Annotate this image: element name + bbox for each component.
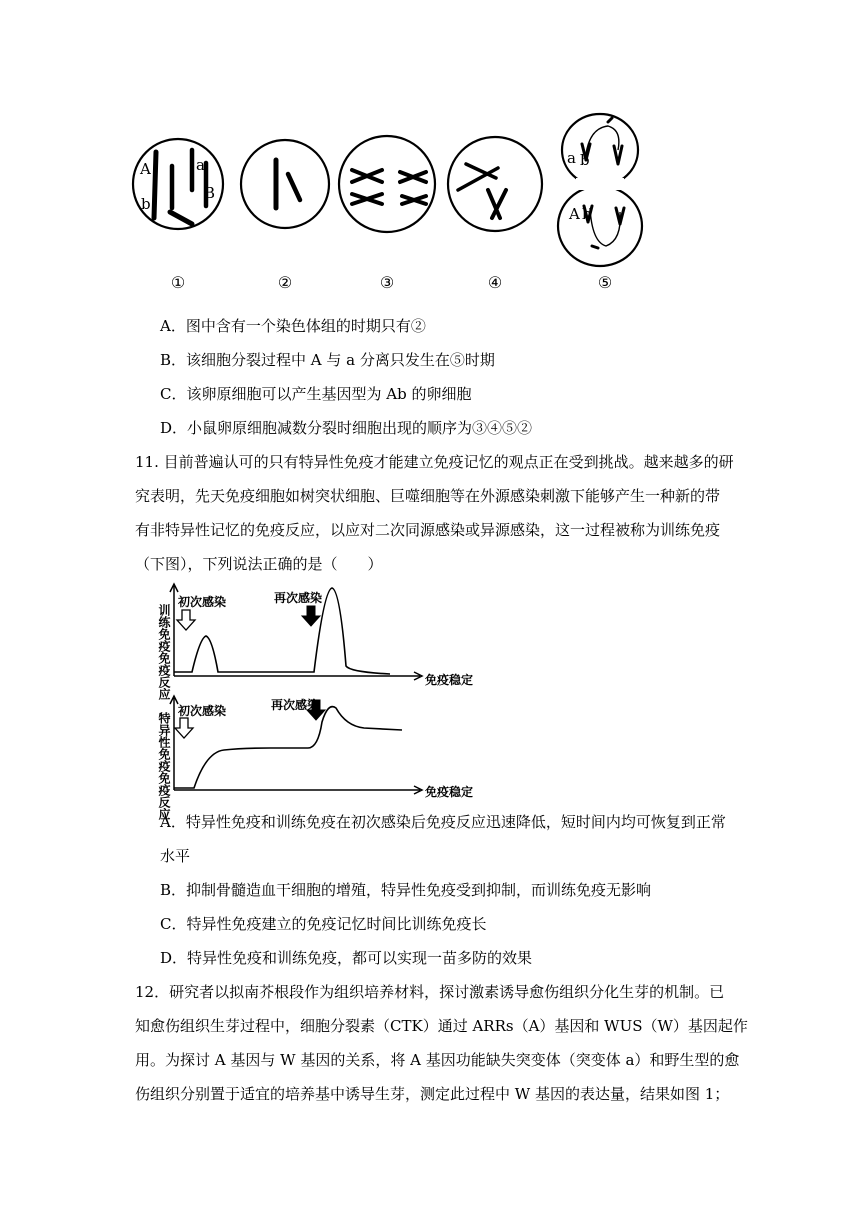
graph1-first-infection-label: 初次感染 — [178, 595, 227, 609]
gene-letter: b — [580, 151, 590, 169]
q12-stem-line: 知愈伤组织生芽过程中，细胞分裂素（CTK）通过 ARRs（A）基因和 WUS（W）基因起作 — [135, 1017, 748, 1035]
graph1-second-infection-label: 再次感染 — [274, 591, 323, 605]
q11-option-a-cont: 水平 — [160, 847, 191, 865]
gene-letter: a — [567, 149, 576, 167]
q12-stem-line: 12．研究者以拟南芥根段作为组织培养材料，探讨激素诱导愈伤组织分化生芽的机制。已 — [135, 983, 725, 1001]
q11-stem-line: 究表明，先天免疫细胞如树突状细胞、巨噬细胞等在外源感染刺激下能够产生一种新的带 — [135, 487, 721, 505]
q11-stem-line: （下图），下列说法正确的是（ ） — [135, 555, 383, 573]
q11-option-c: C．特异性免疫建立的免疫记忆时间比训练免疫长 — [160, 915, 487, 933]
gene-letter: b — [582, 205, 592, 223]
gene-letter: B — [204, 184, 216, 202]
cell-label: ③ — [379, 273, 395, 292]
q11-option-a: A．特异性免疫和训练免疫在初次感染后免疫反应迅速降低，短时间内均可恢复到正常 — [160, 813, 726, 831]
cell-4 — [448, 137, 542, 231]
q11-stem-line: 有非特异性记忆的免疫反应，以应对二次同源感染或异源感染，这一过程被称为训练免疫 — [135, 521, 721, 539]
gene-letter: b — [141, 195, 151, 213]
q11-stem-line: 11. 目前普遍认可的只有特异性免疫才能建立免疫记忆的观点正在受到挑战。越来越多的研 — [135, 453, 734, 471]
cell-5 — [558, 114, 642, 266]
cell-2 — [241, 140, 329, 228]
q10-option-d: D．小鼠卵原细胞减数分裂时细胞出现的顺序为③④⑤② — [160, 419, 533, 437]
q12-stem-line: 伤组织分别置于适宜的培养基中诱导生芽，测定此过程中 W 基因的表达量，结果如图 1； — [135, 1085, 730, 1103]
graph2-second-infection-label: 再次感染 — [271, 698, 320, 712]
cell-label: ⑤ — [597, 273, 613, 292]
graph2-xlabel: 免疫稳定 — [425, 785, 474, 799]
q12-stem-line: 用。为探讨 A 基因与 W 基因的关系，将 A 基因功能缺失突变体（突变体 a）和野生型的愈 — [135, 1051, 740, 1069]
cell-label: ① — [170, 273, 186, 292]
gene-letter: A — [569, 205, 580, 223]
q10-option-a: A．图中含有一个染色体组的时期只有② — [160, 317, 426, 335]
q10-option-c: C．该卵原细胞可以产生基因型为 Ab 的卵细胞 — [160, 385, 472, 403]
cell-label: ④ — [487, 273, 503, 292]
cell-3 — [339, 136, 435, 232]
q11-option-d: D．特异性免疫和训练免疫，都可以实现一苗多防的效果 — [160, 949, 533, 967]
graph1-xlabel: 免疫稳定 — [425, 673, 474, 687]
graph2-first-infection-label: 初次感染 — [178, 704, 227, 718]
graph2-ylabel: 特异性免疫免疫反应 — [157, 712, 171, 820]
q11-option-b: B．抑制骨髓造血干细胞的增殖，特异性免疫受到抑制，而训练免疫无影响 — [160, 881, 652, 899]
q10-option-b: B．该细胞分裂过程中 A 与 a 分离只发生在⑤时期 — [160, 351, 495, 369]
gene-letter: a — [196, 156, 205, 174]
cell-label: ② — [277, 273, 293, 292]
gene-letter: A — [140, 160, 151, 178]
graph1-ylabel: 训练免疫免疫反应 — [157, 604, 171, 700]
